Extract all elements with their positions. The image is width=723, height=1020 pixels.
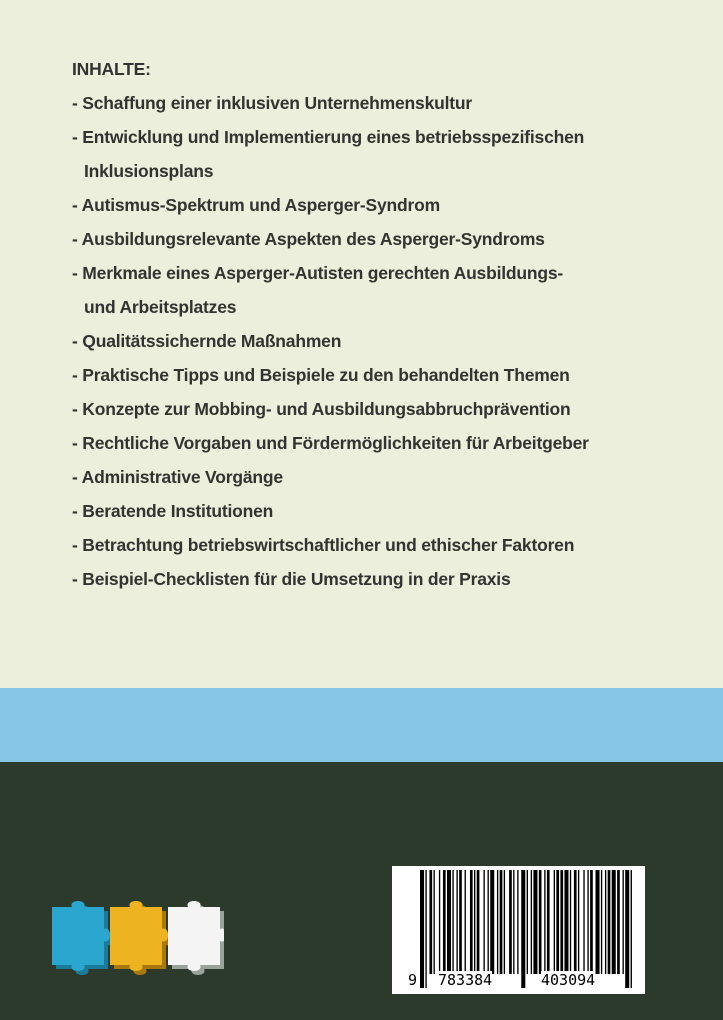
contents-item — [72, 460, 712, 494]
contents-item-line: - Beratende Institutionen — [72, 501, 274, 521]
white-puzzle-piece-icon — [168, 901, 224, 975]
barcode-digits-left: 783384 — [438, 971, 493, 989]
barcode-bar — [429, 870, 432, 974]
blue-band — [0, 688, 723, 762]
contents-item-continuation: Inklusionsplans — [84, 161, 214, 181]
barcode-bar — [533, 870, 537, 974]
contents-item-line: - Rechtliche Vorgaben und Fördermöglichkeiten für Arbeitgeber — [72, 433, 589, 453]
barcode-bar — [504, 870, 505, 974]
barcode-bar — [590, 870, 593, 974]
barcode-bar — [477, 870, 480, 974]
barcode-bar — [465, 870, 466, 974]
barcode-bar — [587, 870, 588, 974]
barcode-bar — [623, 870, 624, 974]
barcode-bar — [474, 870, 475, 974]
contents-heading: INHALTE: — [72, 59, 151, 79]
contents-item — [72, 120, 712, 188]
barcode-bar — [483, 870, 484, 974]
barcode-bar — [554, 870, 555, 974]
barcode-bar — [605, 870, 606, 974]
contents-item-line: - Merkmale eines Asperger-Autisten gerechten Ausbildungs- — [72, 263, 564, 283]
barcode-digits — [392, 971, 645, 991]
contents-item — [72, 426, 712, 460]
contents-item — [72, 562, 712, 596]
barcode-bar — [578, 870, 579, 974]
barcode-bar — [608, 870, 611, 974]
barcode-bar — [452, 870, 453, 974]
contents-item — [72, 494, 712, 528]
barcode-bar — [447, 870, 451, 974]
puzzle-pieces-logo — [52, 893, 224, 979]
contents-item — [72, 324, 712, 358]
barcode-bar — [513, 870, 514, 974]
barcode-bar — [500, 870, 503, 974]
barcode-bar — [490, 870, 494, 974]
barcode-bar — [517, 870, 518, 974]
barcode-bar — [564, 870, 568, 974]
contents-item-line: - Praktische Tipps und Beispiele zu den behandelten Themen — [72, 365, 570, 385]
barcode-bar — [596, 870, 600, 974]
blue-puzzle-piece-icon — [52, 901, 114, 975]
yellow-puzzle-piece-icon — [110, 901, 172, 975]
barcode-digit-first: 9 — [408, 971, 418, 989]
contents-item-line: - Beispiel-Checklisten für die Umsetzung in der Praxis — [72, 569, 511, 589]
barcode-digits-right: 403094 — [541, 971, 596, 989]
barcode-bar — [488, 870, 489, 974]
contents-item-line: - Konzepte zur Mobbing- und Ausbildungsabbruchprävention — [72, 399, 571, 419]
barcode-bar — [456, 870, 457, 974]
barcode-bar — [509, 870, 512, 974]
barcode-bar — [601, 870, 602, 974]
barcode-bar — [497, 870, 498, 974]
contents-item-line: - Autismus-Spektrum und Asperger-Syndrom — [72, 195, 440, 215]
barcode-bar — [547, 870, 550, 974]
barcode-bar — [531, 870, 532, 974]
contents-item — [72, 528, 712, 562]
contents-item — [72, 358, 712, 392]
barcode-bar — [459, 870, 462, 974]
barcode-bar — [617, 870, 620, 974]
barcode-bar — [556, 870, 559, 974]
barcode-bar — [470, 870, 473, 974]
barcode-bar — [612, 870, 616, 974]
barcode-bar — [539, 870, 542, 974]
barcode-bar — [574, 870, 577, 974]
contents-item-line: - Schaffung einer inklusiven Unternehmenskultur — [72, 93, 472, 113]
barcode-bar — [570, 870, 571, 974]
contents-item-line: - Entwicklung und Implementierung eines betriebsspezifischen — [72, 127, 585, 147]
contents-list — [72, 52, 712, 596]
barcode-bar — [560, 870, 563, 974]
contents-item-line: - Qualitätssichernde Maßnahmen — [72, 331, 342, 351]
barcode-bar — [434, 870, 435, 974]
contents-item-line: - Betrachtung betriebswirtschaftlicher und ethischer Faktoren — [72, 535, 575, 555]
contents-item-line: - Ausbildungsrelevante Aspekten des Asperger-Syndroms — [72, 229, 545, 249]
barcode-bar — [527, 870, 528, 974]
contents-item-continuation: und Arbeitsplatzes — [84, 297, 237, 317]
barcode-bar — [544, 870, 545, 974]
contents-item — [72, 222, 712, 256]
contents-item — [72, 256, 712, 324]
contents-item — [72, 392, 712, 426]
barcode-bar — [443, 870, 446, 974]
contents-item-line: - Administrative Vorgänge — [72, 467, 283, 487]
contents-item — [72, 188, 712, 222]
barcode-bar — [583, 870, 584, 974]
barcode-bar — [439, 870, 440, 974]
contents-item — [72, 86, 712, 120]
isbn-barcode — [392, 866, 645, 994]
